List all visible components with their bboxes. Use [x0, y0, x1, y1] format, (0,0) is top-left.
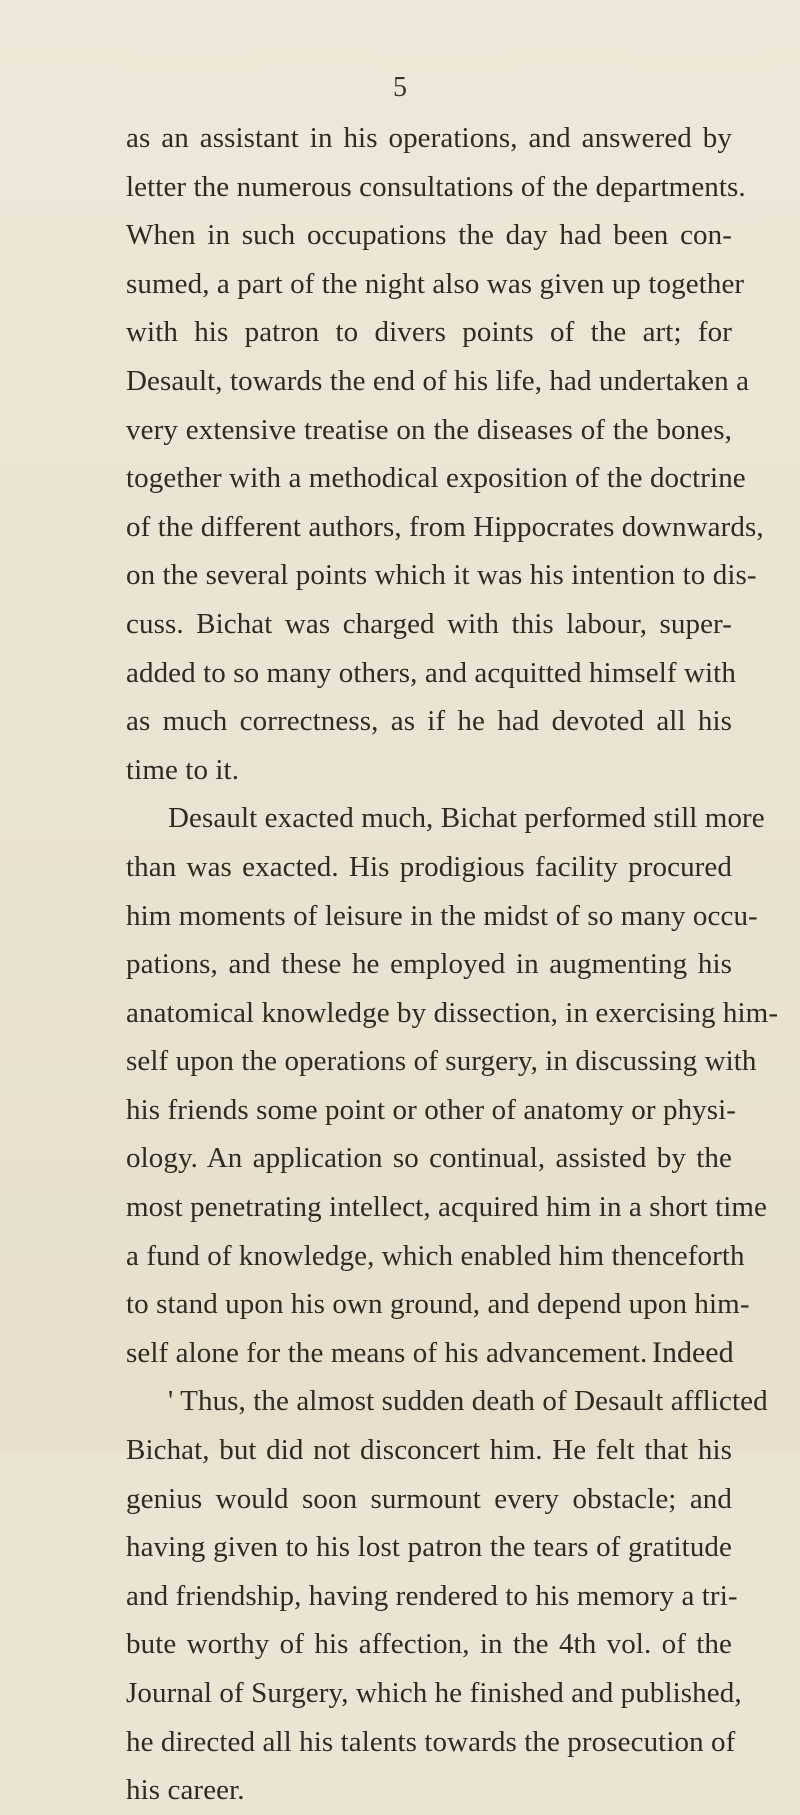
text-line: Bichat, but did not disconcert him. He felt that his: [126, 1434, 732, 1467]
text-line: Journal of Surgery, which he finished and published,: [126, 1677, 742, 1709]
text-line: very extensive treatise on the diseases of the bones,: [126, 413, 732, 446]
text-line: letter the numerous consultations of the departments.: [126, 170, 746, 203]
text-line: anatomical knowledge by dissection, in exercising him-: [126, 996, 779, 1029]
text-line: he directed all his talents towards the prosecution of: [126, 1725, 736, 1758]
page-number: 5: [393, 72, 407, 103]
text-line: his friends some point or other of anatomy or physi-: [126, 1093, 737, 1126]
text-line: bute worthy of his affection, in the 4th vol. of the: [126, 1628, 732, 1661]
text-line: having given to his lost patron the tears of gratitude: [126, 1531, 732, 1564]
text-line: sumed, a part of the night also was given up together: [126, 267, 745, 300]
text-line: genius would soon surmount every obstacle; and: [126, 1482, 732, 1515]
text-line: together with a methodical exposition of the doctrine: [126, 462, 746, 495]
text-line: him moments of leisure in the midst of so many occu-: [126, 899, 758, 932]
text-line: as much correctness, as if he had devoted all his: [126, 705, 732, 738]
text-line: a fund of knowledge, which enabled him thenceforth: [126, 1239, 745, 1272]
text-line: Desault, towards the end of his life, had undertaken a: [126, 364, 750, 397]
text-line: self upon the operations of surgery, in discussing with: [126, 1045, 757, 1078]
text-line: pations, and these he employed in augmenting his: [126, 948, 732, 981]
text-line: his career.: [126, 1774, 245, 1807]
text-line: as an assistant in his operations, and answered by: [126, 122, 732, 154]
text-line: and friendship, having rendered to his memory a tri-: [126, 1579, 738, 1612]
text-line: When in such occupations the day had been con-: [126, 219, 732, 252]
text-line: ' Thus, the almost sudden death of Desault afflicted: [168, 1385, 768, 1418]
text-line: with his patron to divers points of the art; for: [126, 316, 732, 349]
text-line: ology. An application so continual, assisted by the: [126, 1142, 732, 1175]
text-line: cuss. Bichat was charged with this labour, super-: [126, 607, 732, 640]
text-line: most penetrating intellect, acquired him in a short time: [126, 1191, 768, 1224]
text-line: of the different authors, from Hippocrates downwards,: [126, 510, 764, 543]
catchword: Indeed: [652, 1336, 734, 1369]
text-line: Desault exacted much, Bichat performed still more: [168, 802, 765, 835]
text-line: than was exacted. His prodigious facility procured: [126, 850, 732, 883]
text-line: added to so many others, and acquitted himself with: [126, 656, 736, 689]
text-line: to stand upon his own ground, and depend upon him-: [126, 1288, 750, 1321]
text-line: on the several points which it was his intention to dis-: [126, 559, 757, 592]
text-line: time to it.: [126, 753, 240, 786]
text-line: self alone for the means of his advancement.: [126, 1336, 648, 1369]
body-text: [126, 114, 779, 1815]
